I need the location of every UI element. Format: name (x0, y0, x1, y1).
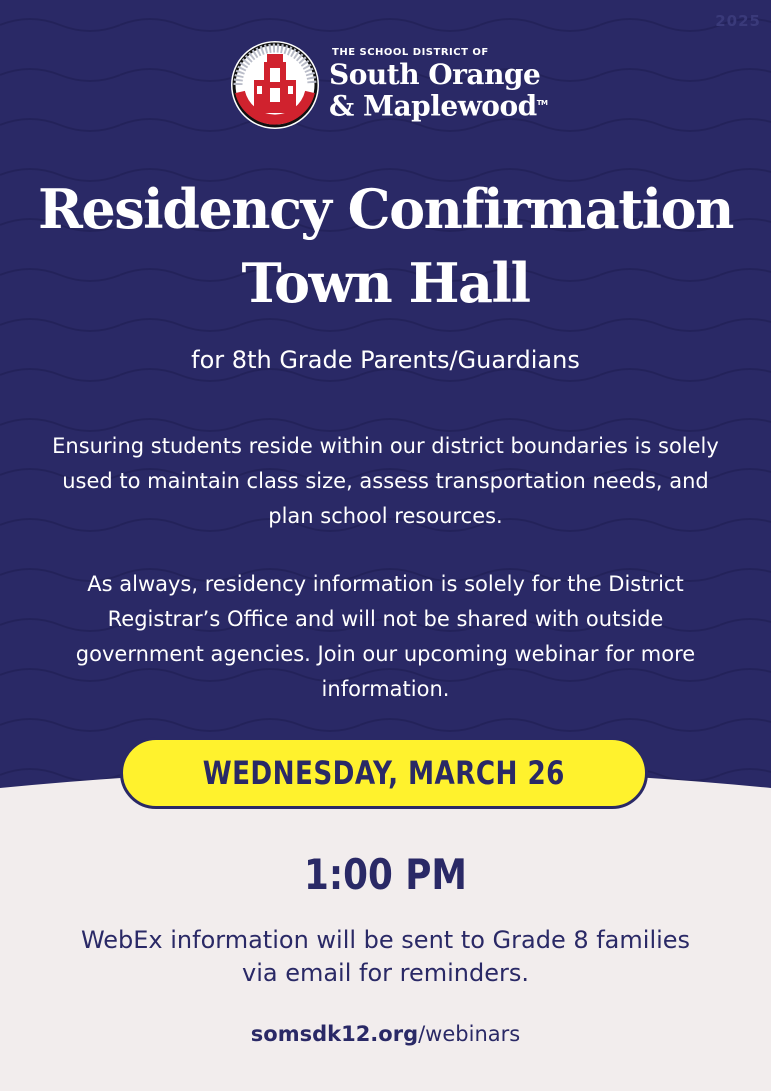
date-pill (120, 737, 648, 809)
purpose-paragraph: Ensuring students reside within our district boundaries is solely used to maintain class size, assess transportation needs, and plan school resources. (52, 434, 719, 528)
district-name-line2 (329, 88, 547, 121)
webinar-link[interactable] (0, 1022, 771, 1046)
event-title (0, 172, 771, 320)
event-title-line2: Town Hall (241, 251, 530, 315)
trademark-mark: TM (536, 99, 548, 107)
url-path[interactable]: /webinars (418, 1022, 521, 1046)
district-name-line2-text: & Maplewood (329, 89, 537, 123)
privacy-paragraph: As always, residency information is solely for the District Registrar’s Office and will not be shared with outside government agencies. Join our upcoming webinar for more information. (75, 572, 696, 701)
event-time: 1:00 PM (304, 850, 467, 899)
url-domain[interactable]: somsdk12.org (250, 1022, 419, 1046)
district-prefix: THE SCHOOL DISTRICT OF (332, 47, 489, 58)
district-seal-logo (230, 40, 320, 130)
year-badge: 2025 (715, 12, 761, 30)
webex-note: WebEx information will be sent to Grade 8 families via email for reminders. (80, 926, 691, 987)
event-title-line1: Residency Confirmation (38, 177, 733, 241)
event-subtitle: for 8th Grade Parents/Guardians (191, 346, 580, 374)
district-name-line1: South Orange (329, 58, 541, 91)
event-date: WEDNESDAY, MARCH 26 (202, 754, 566, 792)
